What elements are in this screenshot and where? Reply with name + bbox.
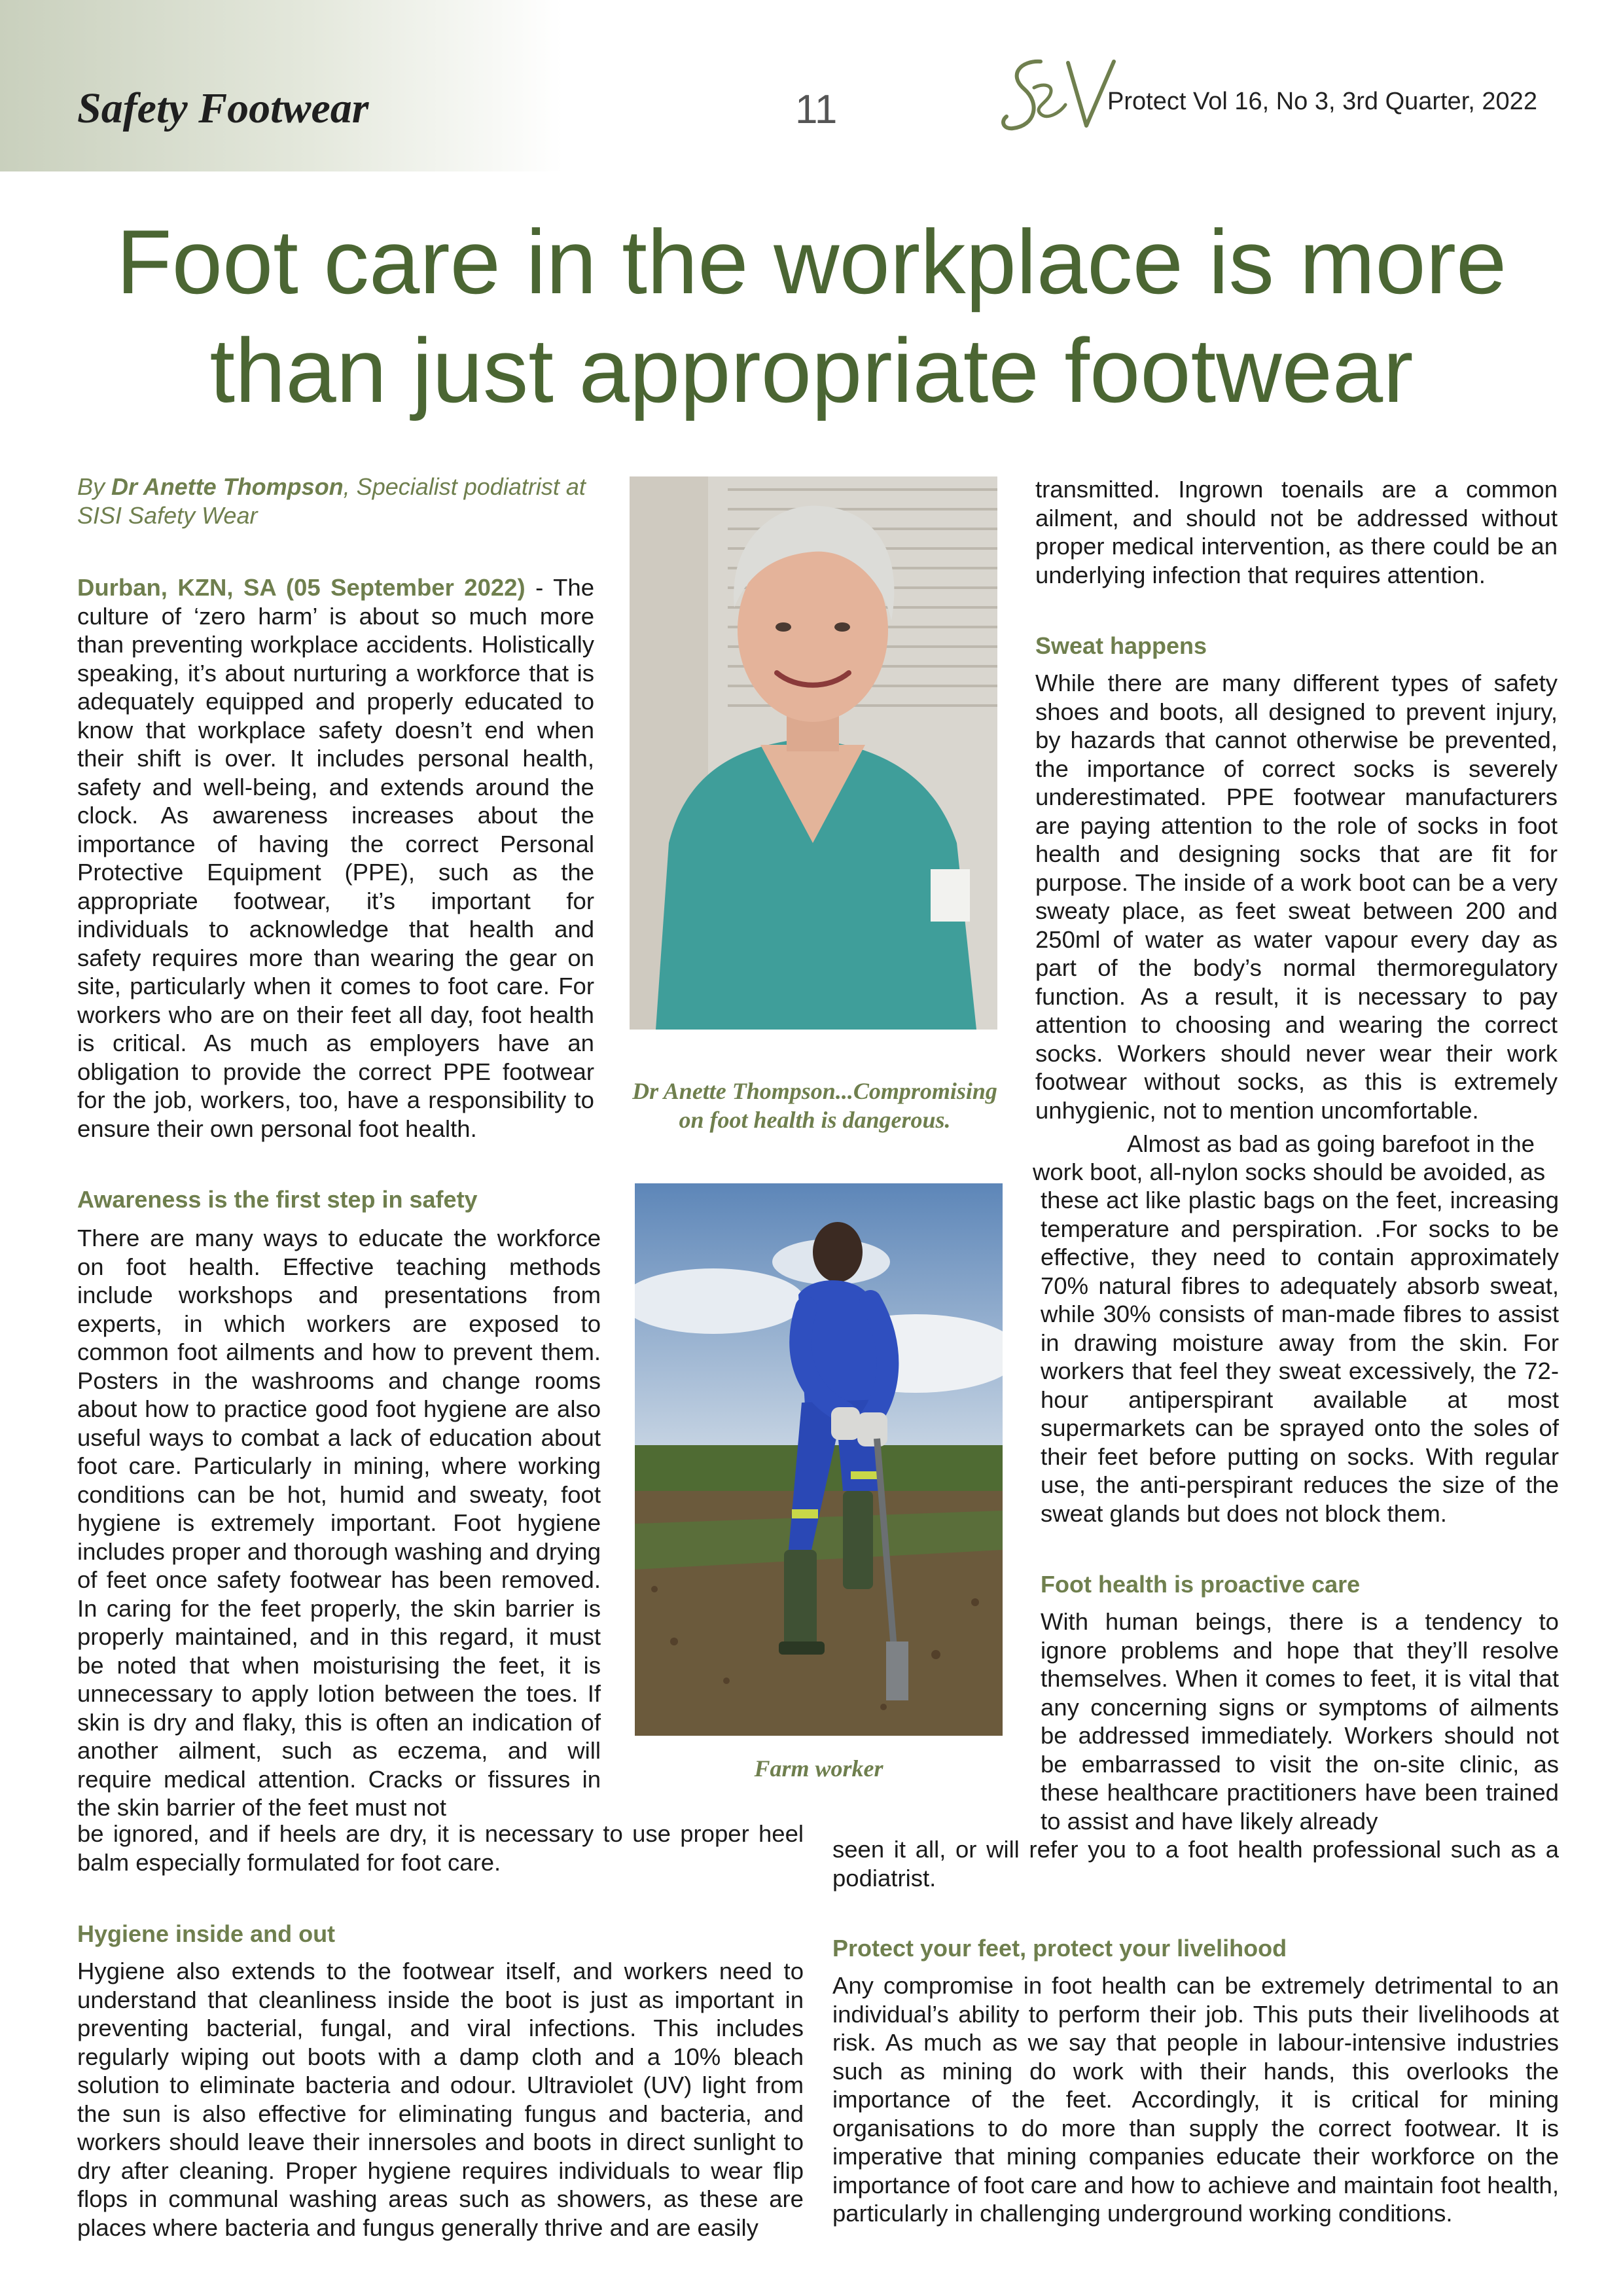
intro-paragraph [77, 573, 594, 1143]
awareness-paragraph-end: be ignored, and if heels are dry, it is necessary to use proper heel balm especially formulated for foot care. [77, 1820, 804, 1876]
proactive-heading: Foot health is proactive care [1041, 1571, 1361, 1598]
issue-info: Protect Vol 16, No 3, 3rd Quarter, 2022 [1107, 88, 1537, 115]
headline-line-2: than just appropriate footwear [209, 320, 1414, 422]
nylon-paragraph-first-line: Almost as bad as going barefoot in the [1127, 1130, 1535, 1157]
byline-prefix: By [77, 473, 112, 500]
hygiene-paragraph: Hygiene also extends to the footwear itself, and workers need to understand that cleanliness inside the boot is just as important in preventing bacterial, fungal, and viral infections. This includes regularly wiping out boots with a damp cloth and a 10% bleach solution to eliminate bacteria and odour. Ultraviolet (UV) light from the sun is also effective for eliminating fungus and bacteria, and workers should leave their innersoles and boots in direct sunlight to dry after cleaning. Proper hygiene requires individuals to wear flip flops in communal washing areas such as showers, as these are places where bacteria and fungus generally thrive and are easily [77, 1958, 804, 2241]
dateline: Durban, KZN, SA (05 September 2022) [77, 574, 526, 601]
portrait-caption-line-1: Dr Anette Thompson...Compromising [632, 1078, 997, 1104]
farm-worker-caption: Farm worker [754, 1755, 883, 1782]
proactive-paragraph: With human beings, there is a tendency to ignore problems and hope that they’ll resolve themselves. When it comes to feet, it is vital that any concerning signs or symptoms of ailments be addressed immediately. Workers should not be embarrassed to visit the on-site clinic, as these healthcare practitioners have been trained to assist and have likely already [1041, 1608, 1559, 1835]
protect-heading: Protect your feet, protect your livelihood [832, 1935, 1287, 1962]
nylon-paragraph-second-line: work boot, all-nylon socks should be avoided, as [1033, 1158, 1546, 1185]
hygiene-heading: Hygiene inside and out [77, 1920, 336, 1947]
logo-text: S&V [995, 48, 997, 49]
nylon-paragraph: these act like plastic bags on the feet, increasing temperature and perspiration. .For socks to be effective, they need to contain approximately 70% natural fibres to adequately absorb sweat, while 30% consists of man-made fibres to assist in drawing moisture away from the skin. For workers that feel they sweat excessively, the 72-hour antiperspirant available at most supermarkets can be sprayed onto the soles of their feet before putting on socks. With regular use, the anti-perspirant reduces the size of the sweat glands but does not block them. [1041, 1187, 1559, 1527]
portrait-caption-line-2: on foot health is dangerous. [679, 1107, 951, 1133]
intro-text: - The culture of ‘zero harm’ is about so much more than preventing workplace accidents. Holistically speaking, it’s about nurturing a workforce that is adequately equipped and properly educated to know that workplace safety doesn’t end when their shift is over. It includes personal health, safety and well-being, and extends around the clock. As awareness increases about the importance of having the correct Personal Protective Equipment (PPE), such as the appropriate footwear, it’s important for individuals to acknowledge that health and safety requires more than wearing the gear on site, particularly when it comes to foot care. For workers who are on their feet all day, foot health is critical. As much as employers have an obligation to provide the correct PPE footwear for the job, workers, too, have a responsibility to ensure their own personal foot health. [77, 574, 595, 1142]
awareness-heading: Awareness is the first step in safety [77, 1186, 478, 1213]
sweat-heading: Sweat happens [1035, 632, 1207, 659]
protect-paragraph: Any compromise in foot health can be extremely detrimental to an individual’s ability to perform their job. This puts their livelihoods at risk. As much as we say that people in labour-intensive industries such as mining do work with their hands, this overlooks the importance of the feet. Accordingly, it is critical for mining organisations to do more than supply the correct footwear. It is imperative that mining companies educate their workforce on the importance of foot care and how to achieve and maintain foot health, particularly in challenging underground working conditions. [832, 1972, 1559, 2227]
byline [77, 473, 594, 530]
transmitted-paragraph: transmitted. Ingrown toenails are a common ailment, and should not be addressed without proper medical intervention, as there could be an underlying infection that requires attention. [1035, 476, 1558, 588]
headline-line-1: Foot care in the workplace is more [116, 211, 1507, 313]
publication-logo [995, 48, 1126, 147]
page-number: 11 [795, 87, 838, 132]
byline-suffix: , Specialist podiatrist at SISI Safety Wear [77, 473, 586, 529]
article-headline [59, 208, 1564, 425]
portrait-photo [630, 476, 997, 1030]
proactive-paragraph-end: seen it all, or will refer you to a foot health professional such as a podiatrist. [832, 1836, 1559, 1892]
awareness-paragraph: There are many ways to educate the workforce on foot health. Effective teaching methods include workshops and presentations from experts, in which workers are exposed to common foot ailments and how to prevent them. Posters in the washrooms and change rooms about how to practice good foot hygiene are also useful ways to combat a lack of education about foot care. Particularly in mining, where working conditions can be hot, humid and sweaty, foot hygiene is extremely important. Foot hygiene includes proper and thorough washing and drying of feet once safety footwear has been removed. In caring for the feet properly, the skin barrier is properly maintained, and in this regard, it must be noted that when moisturising the feet, it is unnecessary to apply lotion between the toes. If skin is dry and flaky, this is often an indication of another ailment, such as eczema, and will require medical attention. Cracks or fissures in the skin barrier of the feet must not [77, 1225, 601, 1821]
byline-author: Dr Anette Thompson [111, 473, 344, 500]
sweat-paragraph: While there are many different types of safety shoes and boots, all designed to prevent injury, by hazards that cannot otherwise be prevented, the importance of correct socks is severely underestimated. PPE footwear manufacturers are paying attention to the role of socks in foot health and designing socks that are fit for purpose. The inside of a work boot can be a very sweaty place, as feet sweat between 200 and 250ml of water as water vapour every day as part of the body’s normal thermoregulatory function. As a result, it is necessary to pay attention to choosing and wearing the correct socks. Workers should never wear their work footwear without socks, as this is extremely unhygienic, not to mention uncomfortable. [1035, 670, 1558, 1124]
portrait-caption [612, 1077, 1018, 1134]
section-title: Safety Footwear [77, 84, 369, 132]
farm-worker-photo [635, 1183, 1003, 1736]
